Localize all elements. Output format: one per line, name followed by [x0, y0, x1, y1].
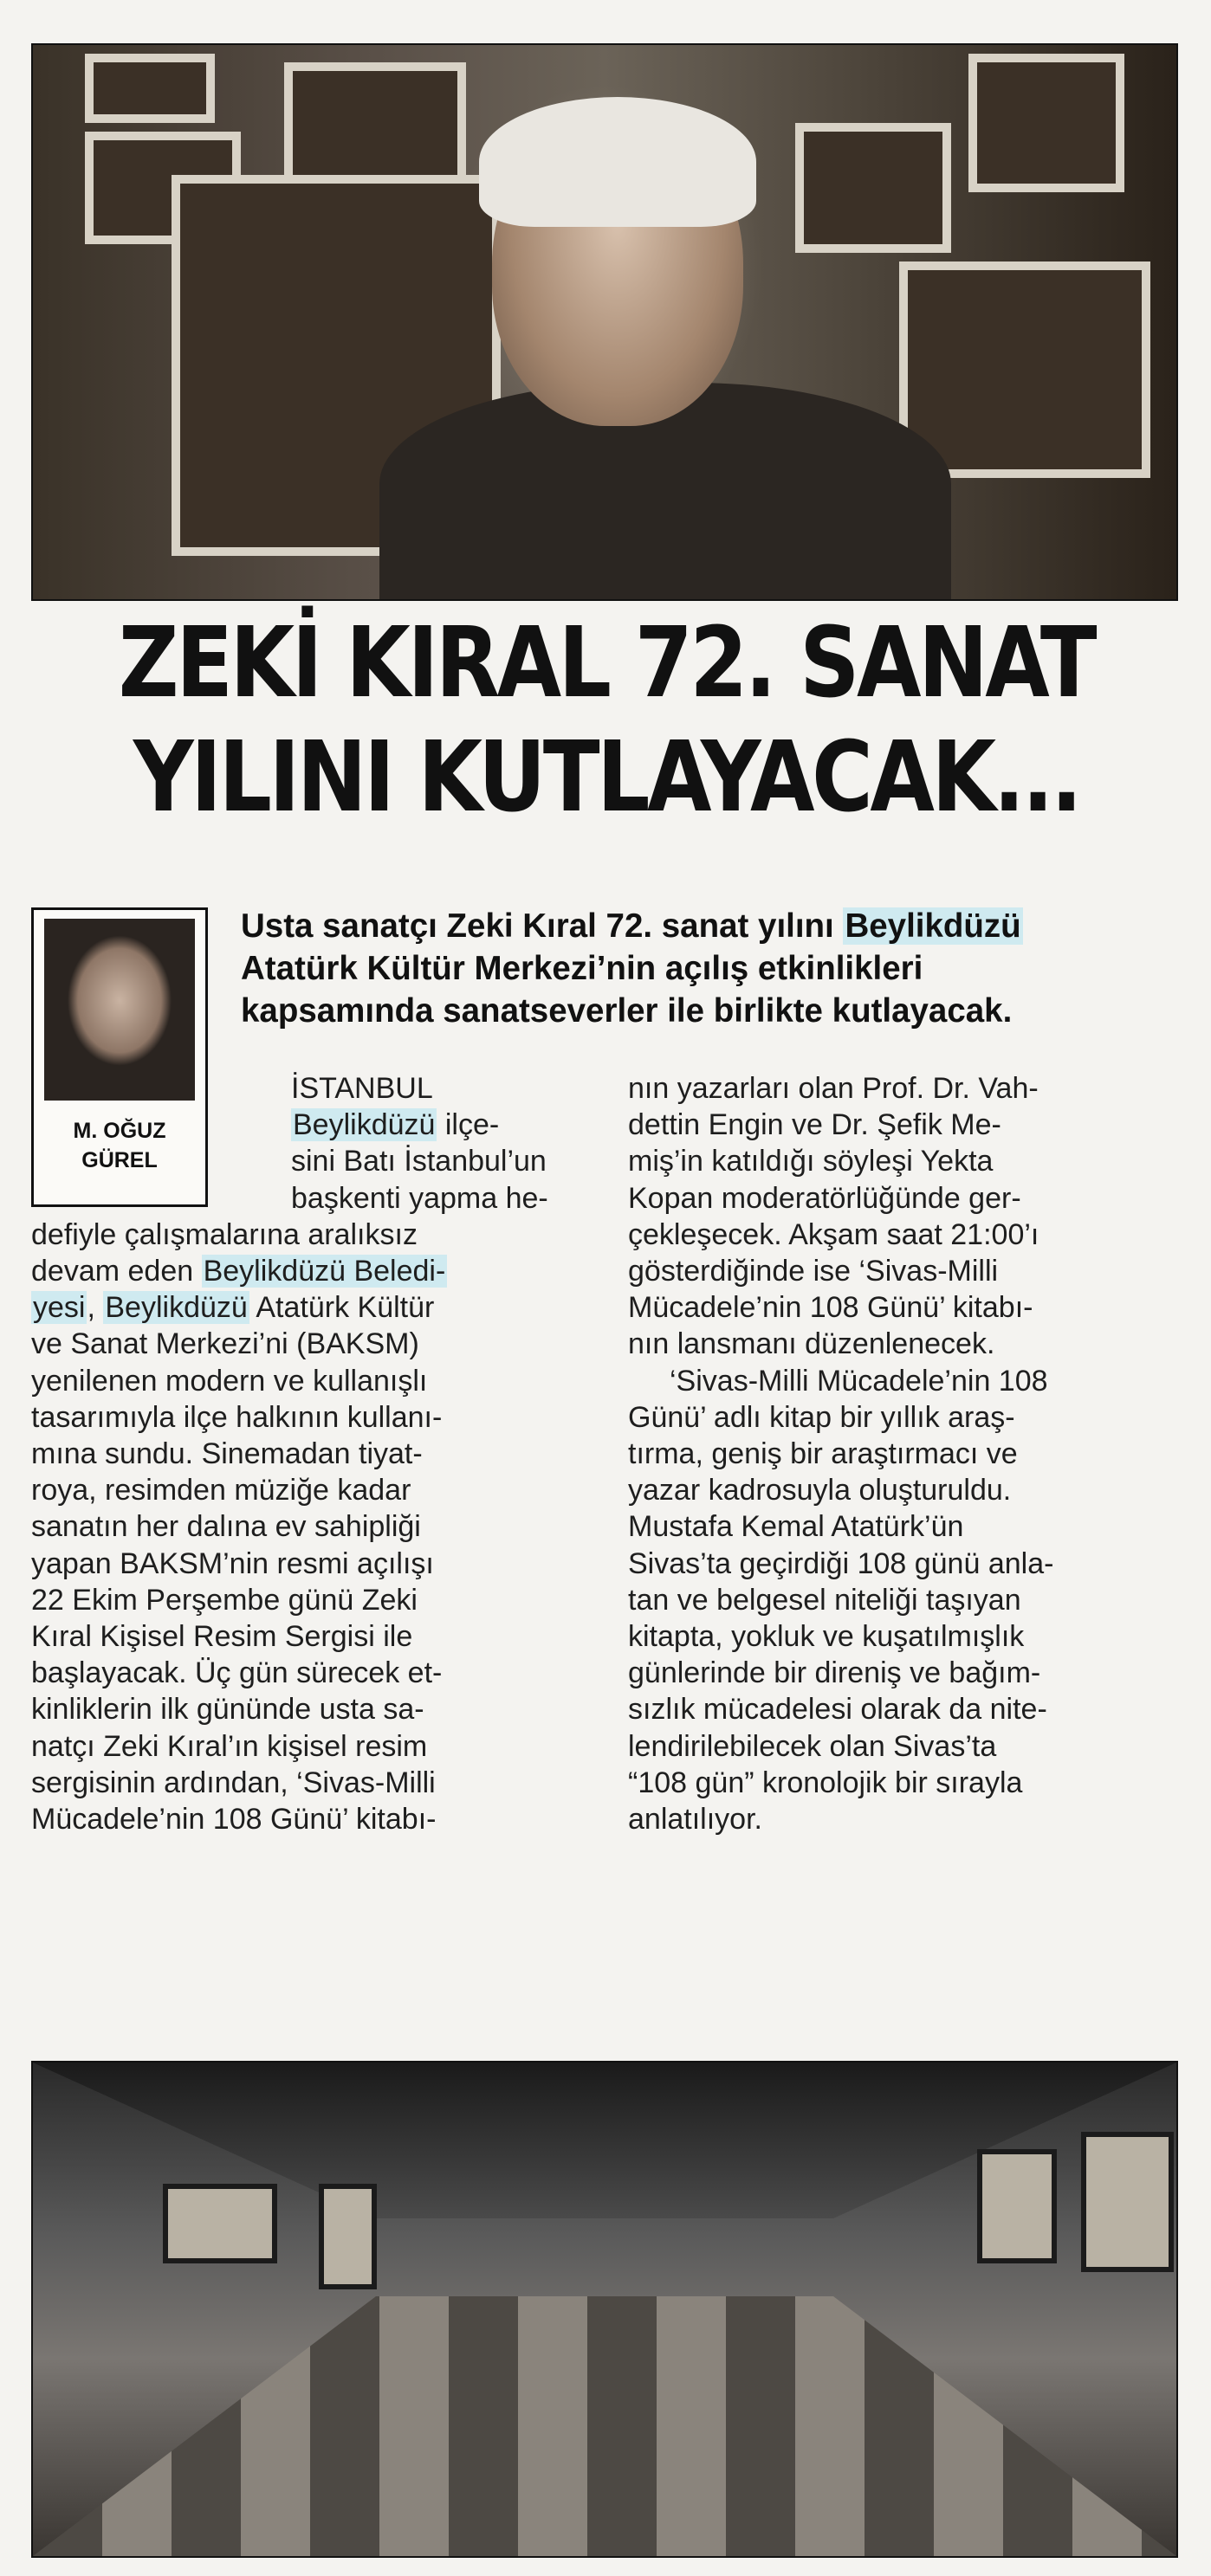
- body-line: roya, resimden müziğe kadar: [31, 1474, 411, 1508]
- body-line: çekleşecek. Akşam saat 21:00’ı: [628, 1217, 1039, 1251]
- body-line: ‘Sivas-Milli Mücadele’nin 108: [670, 1364, 1048, 1398]
- article-headline: [107, 606, 1105, 835]
- body-line: sızlık mücadelesi olarak da nite-: [628, 1693, 1047, 1727]
- body-line: Mücadele’nin 108 Günü’ kitabı-: [31, 1803, 437, 1837]
- body-line: Kıral Kişisel Resim Sergisi ile: [31, 1620, 413, 1654]
- body-line: “108 gün” kronolojik bir sırayla: [628, 1766, 1023, 1799]
- body-line: [31, 1289, 435, 1326]
- body-line: yenilenen modern ve kullanışlı: [31, 1364, 428, 1398]
- article-body-column-2: [628, 1070, 1054, 1837]
- lead-line: kapsamında sanatseverler ile birlikte kutlayacak.: [241, 992, 1013, 1030]
- highlighted-term: Beylikdüzü: [845, 907, 1021, 945]
- body-line: gösterdiğinde ise ‘Sivas-Milli: [628, 1255, 999, 1288]
- article-lead: [241, 905, 1185, 1032]
- author-name-line-1: M. OĞUZ: [73, 1119, 166, 1143]
- highlighted-term: Beylikdüzü: [293, 1108, 436, 1142]
- lead-text: Usta sanatçı Zeki Kıral 72. sanat yılını: [241, 907, 844, 945]
- body-line: yapan BAKSM’nin resmi açılışı: [31, 1546, 434, 1580]
- body-line: [31, 1253, 446, 1289]
- body-line: [31, 1107, 500, 1143]
- body-line: yazar kadrosuyla oluşturuldu.: [628, 1474, 1012, 1508]
- body-line: sini Batı İstanbul’un: [291, 1145, 547, 1178]
- body-line: mına sundu. Sinemadan tiyat-: [31, 1437, 423, 1471]
- article-body-column-1: [31, 1070, 548, 1837]
- body-line: Kopan moderatörlüğünde ger-: [628, 1181, 1021, 1215]
- highlighted-term: yesi: [33, 1291, 86, 1325]
- body-line: Mücadele’nin 108 Günü’ kitabı-: [628, 1291, 1033, 1325]
- body-line: kinliklerin ilk gününde usta sa-: [31, 1693, 424, 1727]
- body-line: Mustafa Kemal Atatürk’ün: [628, 1510, 964, 1544]
- author-name-line-2: GÜREL: [81, 1148, 158, 1172]
- artist-figure-hair: [479, 97, 756, 227]
- body-line: sanatın her dalına ev sahipliği: [31, 1510, 421, 1544]
- body-line: nın lansmanı düzenlenecek.: [628, 1327, 995, 1361]
- body-line: nın yazarları olan Prof. Dr. Vah-: [628, 1072, 1039, 1105]
- body-line: ve Sanat Merkezi’ni (BAKSM): [31, 1327, 419, 1361]
- headline-line-1: ZEKİ KIRAL 72. SANAT: [118, 607, 1095, 720]
- lead-line: [241, 905, 1185, 947]
- dateline: İSTANBUL: [291, 1072, 433, 1105]
- highlighted-term: Beylikdüzü Beledi-: [203, 1255, 446, 1288]
- headline-line-2: YILINI KUTLAYACAK...: [133, 721, 1080, 834]
- gallery-painting: [85, 54, 215, 123]
- exhibited-painting: [163, 2184, 277, 2263]
- body-line: kitapta, yokluk ve kuşatılmışlık: [628, 1620, 1025, 1654]
- body-line: defiyle çalışmalarına aralıksız: [31, 1217, 418, 1251]
- body-line: lendirilebilecek olan Sivas’ta: [628, 1729, 997, 1763]
- corridor-floor: [33, 2296, 1176, 2556]
- gallery-painting: [968, 54, 1124, 192]
- body-line: tan ve belgesel niteliği taşıyan: [628, 1583, 1021, 1617]
- body-line: Sivas’ta geçirdiği 108 günü anla-: [628, 1546, 1054, 1580]
- exhibited-painting: [1081, 2132, 1174, 2272]
- body-text: ilçe-: [437, 1108, 500, 1142]
- body-line: 22 Ekim Perşembe günü Zeki: [31, 1583, 418, 1617]
- body-line: natçı Zeki Kıral’ın kişisel resim: [31, 1729, 428, 1763]
- exhibited-painting: [977, 2149, 1057, 2263]
- body-line: sergisinin ardından, ‘Sivas-Milli: [31, 1766, 436, 1799]
- body-line: dettin Engin ve Dr. Şefik Me-: [628, 1108, 1001, 1142]
- body-line: başlayacak. Üç gün sürecek et-: [31, 1656, 443, 1690]
- body-text: devam eden: [31, 1255, 202, 1288]
- gallery-painting: [795, 123, 951, 253]
- body-line: tırma, geniş bir araştırmacı ve: [628, 1437, 1018, 1471]
- lead-line: Atatürk Kültür Merkezi’nin açılış etkinlikleri: [241, 950, 923, 987]
- gallery-corridor-photo: [31, 2061, 1178, 2558]
- body-line: günlerinde bir direniş ve bağım-: [628, 1656, 1041, 1690]
- body-line: tasarımıyla ilçe halkının kullanı-: [31, 1400, 443, 1434]
- body-text: ,: [87, 1291, 104, 1325]
- body-line: anlatılıyor.: [628, 1803, 762, 1837]
- body-line: Günü’ adlı kitap bir yıllık araş-: [628, 1400, 1015, 1434]
- highlighted-term: Beylikdüzü: [105, 1291, 248, 1325]
- gallery-painting: [899, 261, 1150, 478]
- exhibited-painting: [319, 2184, 377, 2289]
- artist-portrait-photo: [31, 43, 1178, 601]
- body-line: miş’in katıldığı söyleşi Yekta: [628, 1145, 994, 1178]
- body-text: Atatürk Kültür: [249, 1291, 435, 1325]
- body-line: başkenti yapma he-: [291, 1181, 548, 1215]
